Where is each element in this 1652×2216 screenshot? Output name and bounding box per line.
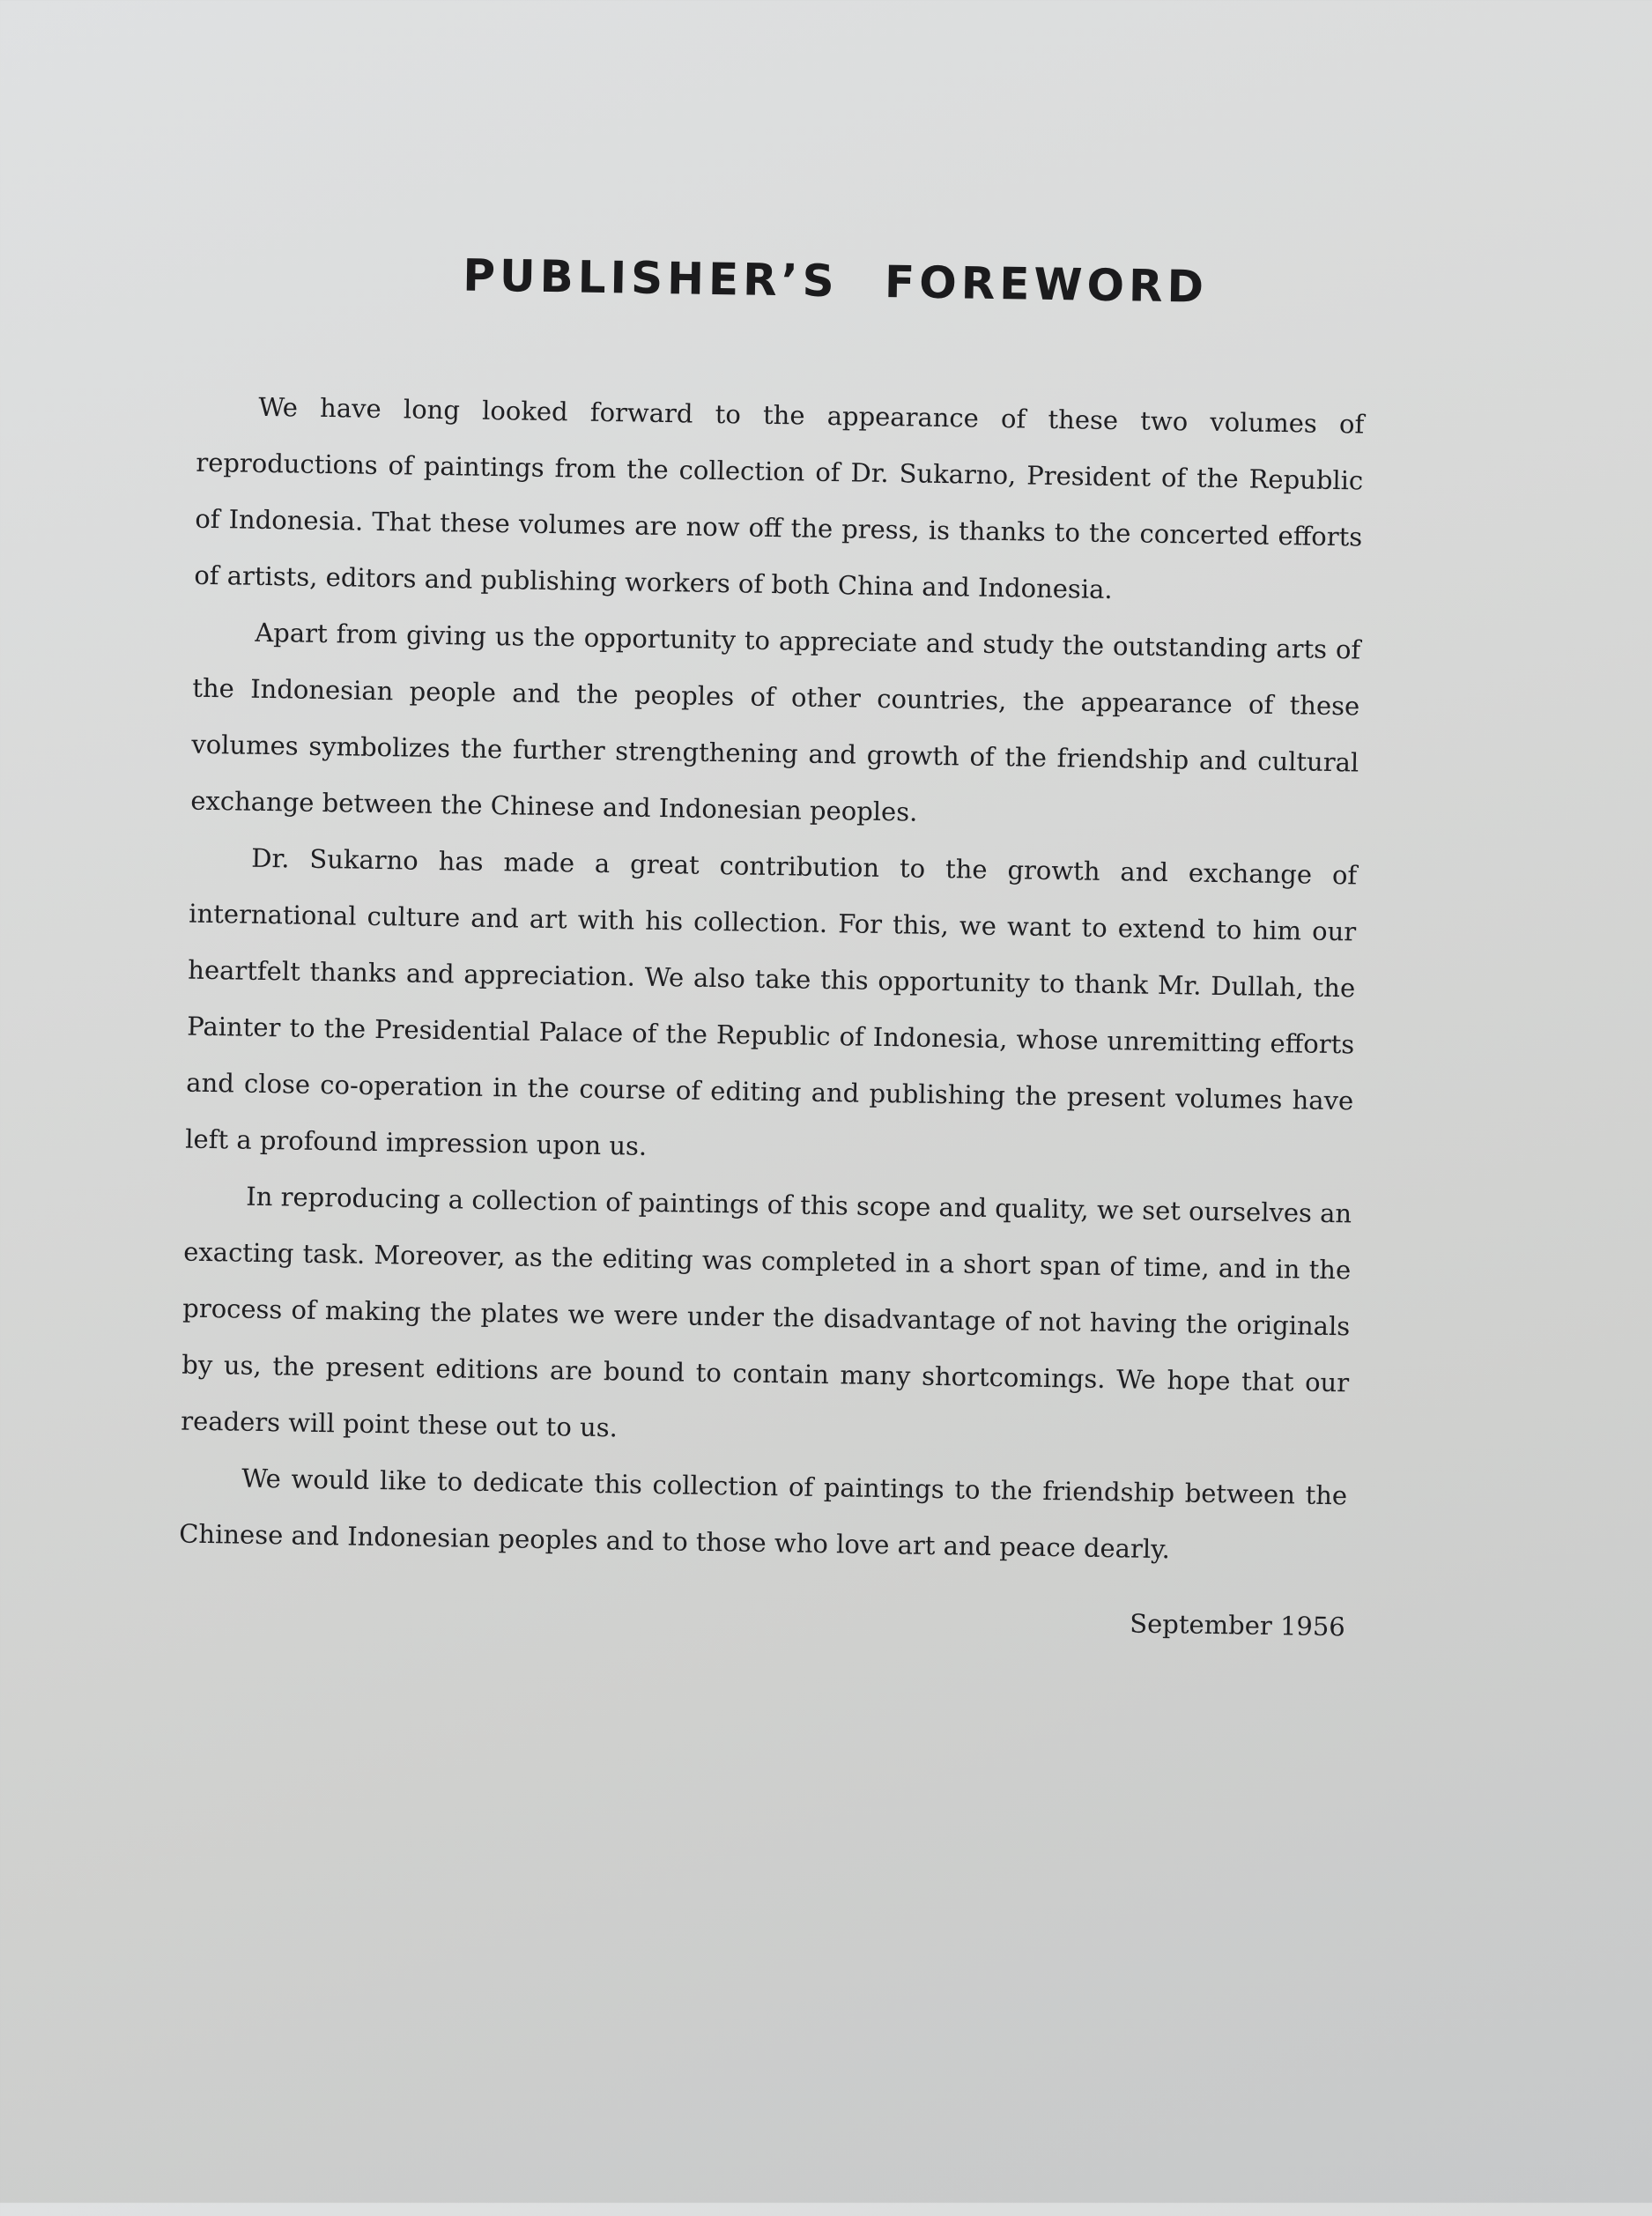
page-title: PUBLISHER’S FOREWORD	[462, 249, 1209, 313]
paragraph-5: We would like to dedicate this collection of paintings to the friendship between the Chinese and Indonesian peoples and to those who love art and peace dearly.	[179, 1463, 1348, 1565]
paragraph-2: Apart from giving us the opportunity to appreciate and study the outstanding arts of the Indonesian people and the peoples of other countries, the appearance of these volumes symbolizes the further strengthening and growth of the friendship and cultural exchange between the Chinese and Indonesian peoples.	[190, 617, 1361, 827]
paragraph-4: In reproducing a collection of paintings of this scope and quality, we set ourselves an exacting task. Moreover, as the editing was completed in a short span of time, and in the process of making the plates we were under the disadvantage of not having the originals by us, the present editions are bound to contain many shortcomings. We hope that our readers will point these out to us.	[181, 1181, 1352, 1443]
paragraph-1: We have long looked forward to the appearance of these two volumes of reproductions of paintings from the collection of Dr. Sukarno, President of the Republic of Indonesia. That these volumes are now off the press, is thanks to the concerted efforts of artists, editors and publishing workers of both China and Indonesia.	[194, 391, 1365, 605]
foreword-body	[179, 378, 1365, 1581]
paragraph-3: Dr. Sukarno has made a great contribution to the growth and exchange of international culture and art with his collection. For this, we want to extend to him our heartfelt thanks and appreciation. We also take this opportunity to thank Mr. Dullah, the Painter to the Presidential Palace of the Republic of Indonesia, whose unremitting efforts and close co-operation in the course of editing and publishing the present volumes have left a profound impression upon us.	[185, 842, 1358, 1161]
date-line: September 1956	[1130, 1608, 1346, 1642]
